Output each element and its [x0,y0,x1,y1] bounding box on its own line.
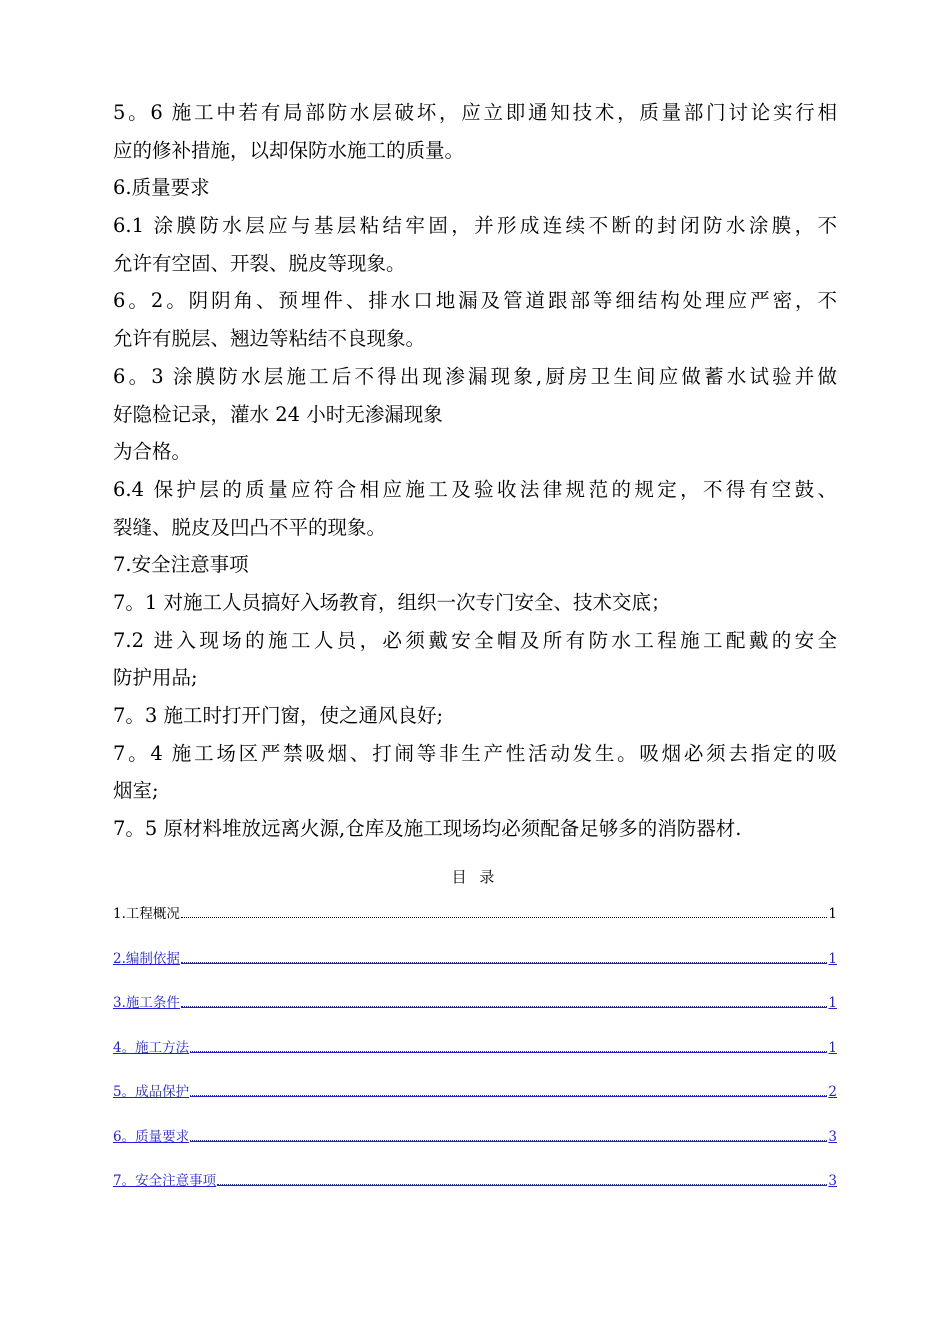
section-heading: 7.安全注意事项 [113,553,249,577]
toc-entry-label: 2.编制依据 [113,950,180,967]
paragraph-line: 允许有脱层、翘边等粘结不良现象。 [113,327,426,351]
paragraph-line: 6。2。阴阴角、预埋件、排水口地漏及管道跟部等细结构处理应严密，不 [113,289,837,313]
toc-link-methods[interactable] [113,1039,837,1084]
paragraph-line: 防护用品; [113,666,198,690]
paragraph-line: 6.1 涂膜防水层应与基层粘结牢固，并形成连续不断的封闭防水涂膜，不 [113,214,837,238]
paragraph-line: 烟室; [113,779,159,803]
paragraph-line: 7。1 对施工人员搞好入场教育，组织一次专门安全、技术交底； [113,590,671,614]
toc-entry-page: 1 [828,1039,837,1056]
toc-entry-engineering-overview[interactable] [113,905,837,950]
toc-leader-dots [190,1083,827,1096]
toc-entry-page: 3 [828,1173,837,1189]
toc-entry-page: 1 [828,995,837,1011]
paragraph-line: 7。4 施工场区严禁吸烟、打闹等非生产性活动发生。吸烟必须去指定的吸 [113,741,837,765]
toc-entry-page: 1 [828,906,837,922]
toc-leader-dots [217,1172,827,1185]
toc-leader-dots [181,950,828,963]
toc-entry-label: 7。安全注意事项 [113,1173,217,1189]
table-of-contents [113,905,837,1217]
paragraph-line: 7.2 进入现场的施工人员，必须戴安全帽及所有防水工程施工配戴的安全 [113,628,837,652]
paragraph-line: 裂缝、脱皮及凹凸不平的现象。 [113,515,387,539]
toc-entry-label: 3.施工条件 [113,995,180,1011]
paragraph-line: 为合格。 [113,440,192,464]
paragraph-line: 应的修补措施，以却保防水施工的质量。 [113,138,465,162]
paragraph-line: 6.4 保护层的质量应符合相应施工及验收法律规范的规定，不得有空鼓、 [113,477,837,501]
paragraph-line: 7。5 原材料堆放远离火源,仓库及施工现场均必须配备足够多的消防器材. [113,817,742,841]
paragraph-line: 允许有空固、开裂、脱皮等现象。 [113,251,406,275]
toc-link-basis[interactable] [113,950,837,995]
toc-entry-label: 4。施工方法 [113,1039,190,1056]
toc-title: 目 录 [451,868,499,886]
body-text [113,94,837,848]
toc-link-conditions[interactable] [113,994,837,1039]
paragraph-line: 好隐检记录，灌水 24 小时无渗漏现象 [113,402,443,426]
toc-leader-dots [181,905,828,918]
paragraph-line: 5。6 施工中若有局部防水层破坏，应立即通知技术，质量部门讨论实行相 [113,101,837,124]
toc-leader-dots [190,1039,827,1052]
toc-leader-dots [190,1128,827,1141]
toc-entry-label: 5。成品保护 [113,1084,190,1100]
toc-link-protection[interactable] [113,1083,837,1128]
toc-entry-label: 1.工程概况 [113,906,180,922]
toc-leader-dots [181,994,828,1007]
section-heading: 6.质量要求 [113,176,210,200]
paragraph-line: 6。3 涂膜防水层施工后不得出现渗漏现象,厨房卫生间应做蓄水试验并做 [113,364,837,388]
toc-entry-label: 6。质量要求 [113,1128,190,1145]
toc-entry-page: 3 [828,1128,837,1145]
toc-entry-page: 1 [828,950,837,967]
toc-entry-page: 2 [828,1084,837,1100]
toc-link-quality[interactable] [113,1128,837,1173]
paragraph-line: 7。3 施工时打开门窗，使之通风良好; [113,704,444,727]
toc-link-safety[interactable] [113,1172,837,1217]
